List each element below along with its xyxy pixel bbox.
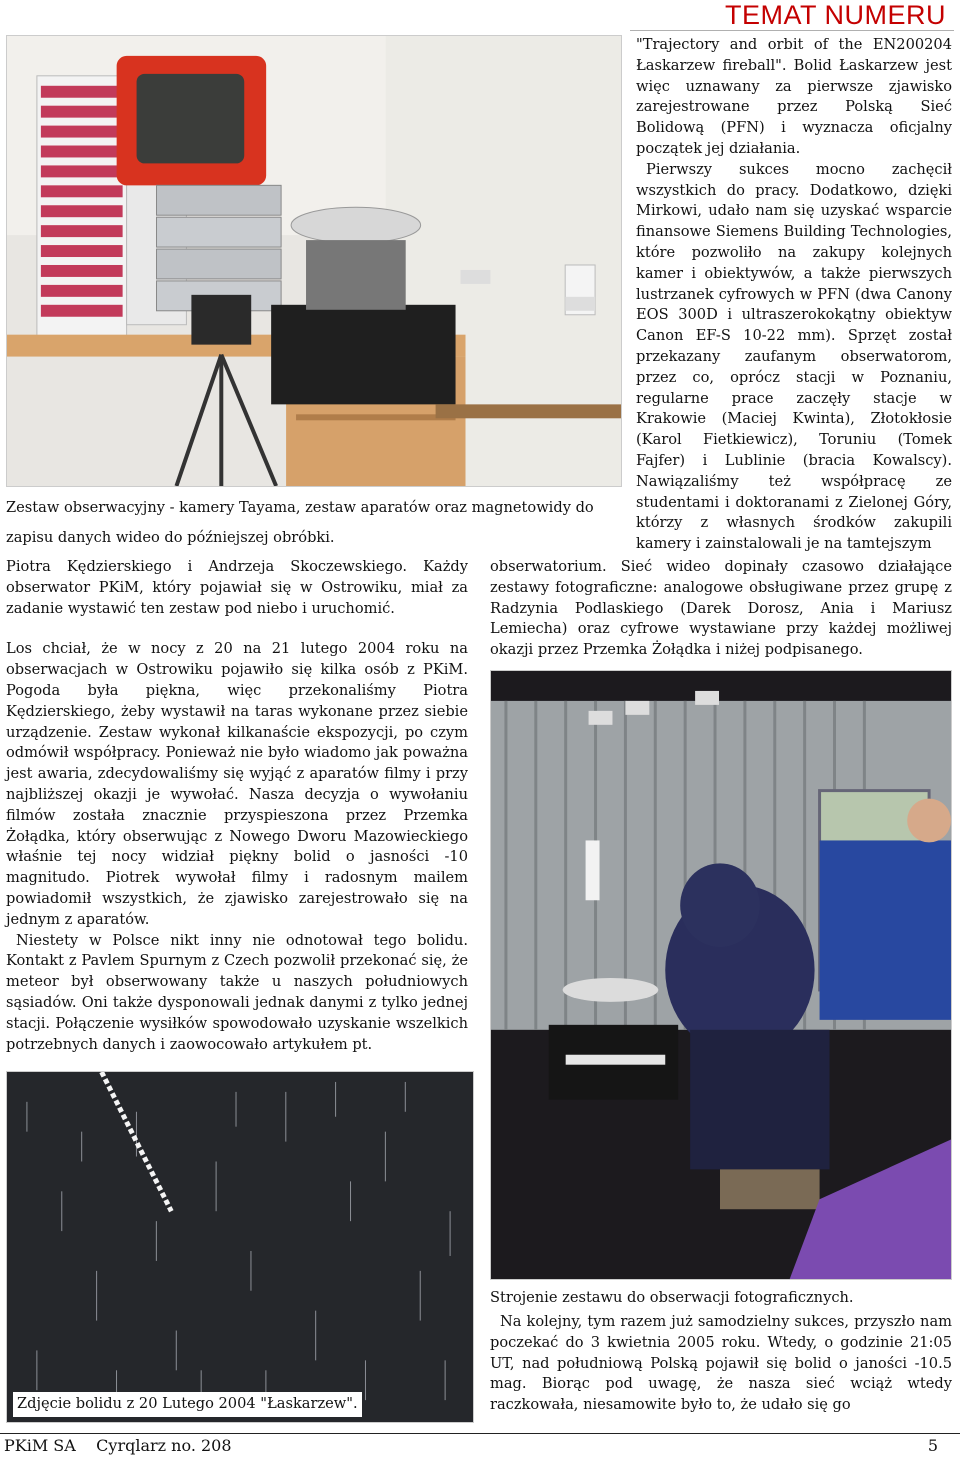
top-right-column [636,35,952,555]
caption-tuning: Strojenie zestawu do obserwacji fotograficznych. [490,1288,952,1309]
paragraph: Na kolejny, tym razem już samodzielny sukces, przyszło nam poczekać do 3 kwietnia 2005 roku. Wtedy, o godzinie 21:05 UT, nad południową Polską pojawił się bolid o janości -10.5 mag. Biorąc pod uwagę, że nasza sieć wciąż wtedy raczkowała, niesamowite było to, że udało się go [490,1313,952,1414]
paragraph: Pierwszy sukces mocno zachęcił wszystkich do pracy. Dodatkowo, dzięki Mirkowi, udało nam się uzyskać wsparcie finansowe Siemens Building Technologies, które pozwoliło na zakupy kolejnych kamer i obiektywów, a także pierwszych lustrzanek cyfrowych w PFN (dwa Canony EOS 300D i ultraszerokokątny obiektyw Canon EF-S 10-22 mm). Sprzęt został przekazany zaufanym obserwatorom, przez co, oprócz stacji w Poznaniu, regularne prace zaczęły stacje w Krakowie (Maciej Kwinta), Złotokłosie (Karol Fietkiewicz), Toruniu (Tomek Fajfer) i Lublinie (bracia Kowalscy). Nawiązaliśmy też współpracę ze studentami i doktoranami z Zielonej Góry, którzy z własnych środków zakupili kamery i zainstalowali je na tamtejszym [636,160,952,553]
photo-tuning-setup [490,670,952,1280]
footer-publication: PKiM SA Cyrqlarz no. 208 [4,1436,232,1455]
footer-rule [0,1433,960,1434]
paragraph: Piotra Kędzierskiego i Andrzeja Skoczewskiego. Każdy obserwator PKiM, który pojawiał się w Ostrowiku, miał za zadanie wystawić ten zestaw pod niebo i uruchomić. [6,558,468,617]
left-column [6,557,468,1055]
right-continuation: obserwatorium. Sieć wideo dopinały czasowo działające zestawy fotograficzne: analogowe obsługiwane przez grupę z Radzynia Podlaskiego (Darek Dorosz, Ania i Mariusz Lemiecha) oraz cyfrowe wystawiane przy każdej możliwej okazji przez Przemka Żołądka i niżej podpisanego. [490,558,952,659]
page-number: 5 [927,1436,938,1455]
photo-equipment-setup [6,35,622,487]
photo-fireball [6,1071,474,1423]
caption-fireball: Zdjęcie bolidu z 20 Lutego 2004 "Łaskarzew". [13,1392,362,1417]
header-rule [630,30,954,31]
caption-equipment: Zestaw obserwacyjny - kamery Tayama, zestaw aparatów oraz magnetowidy do zapisu danych wideo do późniejszej obróbki. [6,493,630,553]
bottom-right-paragraph [490,1312,952,1416]
paragraph: Los chciał, że w nocy z 20 na 21 lutego 2004 roku na obserwacjach w Ostrowiku pojawiło się kilka osób z PKiM. Pogoda była piękna, więc przekonaliśmy Piotra Kędzierskiego, żeby wystawił na taras wykonane przez siebie urządzenie. Zestaw wykonał kilkanaście ekspozycji, po czym odmówił współpracy. Ponieważ nie było wiadomo jak poważna jest awaria, zdecydowaliśmy się wyjąć z aparatów filmy i przy najbliższej okazji je wywołać. Nasza decyzja o wywołaniu filmów została znacznie przyspieszona przez Przemka Żołądka, który obserwując z Nowego Dworu Mazowieckiego właśnie tej nocy widział piękny bolid o jasności -10 magnitudo. Piotrek wywołał filmy i radosnym mailem powiadomił wszystkich, że zjawisko zarejestrowało się na jednym z aparatów. [6,640,468,928]
paragraph: Niestety w Polsce nikt inny nie odnotował tego bolidu. Kontakt z Pavlem Spurnym z Czech pozwolił przekonać się, że meteor był obserwowany także u naszych południowych sąsiadów. Oni także dysponowali jednak danymi z tylko jednej stacji. Połączenie wysiłków spowodowało uzyskanie wszelkich potrzebnych danych i zaowocowało artykułem pt. [6,931,468,1053]
paragraph: "Trajectory and orbit of the EN200204 Łaskarzew fireball". Bolid Łaskarzew jest więc uznawany za pierwsze zjawisko zarejestrowane przez Polską Sieć Bolidową (PFN) i wyznacza oficjalny początek jej działania. [636,36,952,157]
section-header: TEMAT NUMERU [725,0,946,30]
